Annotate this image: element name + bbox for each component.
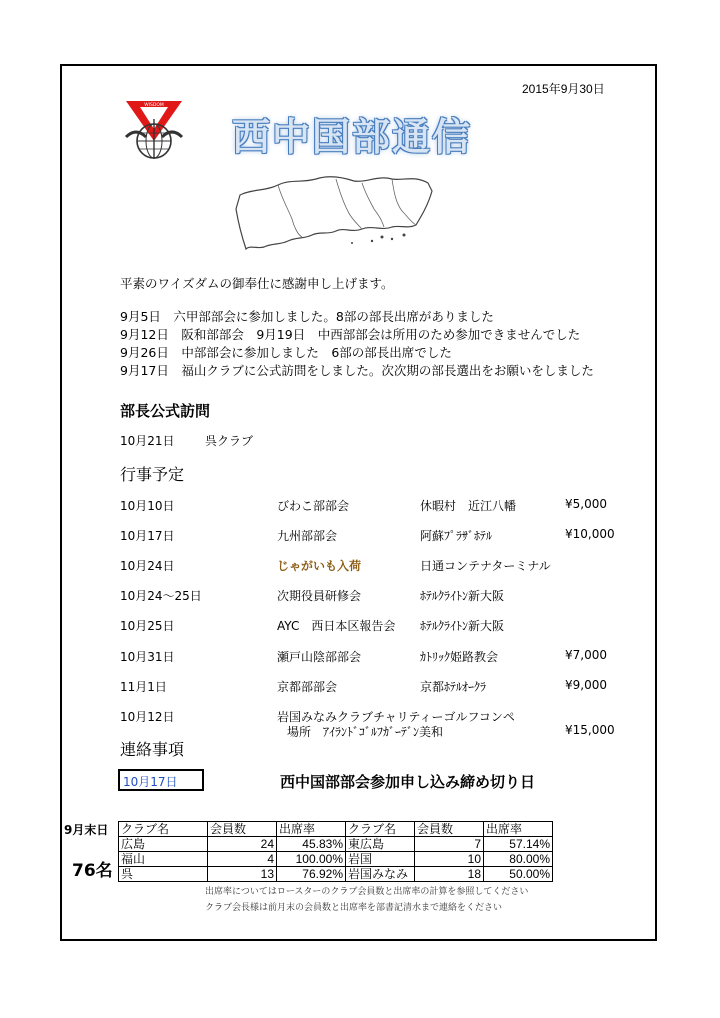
event-date: 11月1日 [120, 680, 167, 694]
event-date: 10月10日 [120, 499, 175, 513]
column-header: 会員数 [415, 822, 484, 837]
visit-date: 10月21日 [120, 434, 175, 448]
event-date: 10月24日 [120, 559, 175, 573]
event-place: ｶﾄﾘｯｸ姫路教会 [420, 650, 499, 664]
table-row [119, 837, 553, 852]
club-name: 岩国 [346, 852, 415, 867]
event-fee: ¥5,000 [565, 497, 607, 511]
event-name: AYC 西日本区報告会 [277, 619, 396, 633]
event-name-highlight: じゃがいも入荷 [277, 559, 362, 573]
event-name: 京都部部会 [277, 680, 338, 694]
event-fee: ¥7,000 [565, 648, 607, 662]
chugoku-map-image [232, 165, 442, 257]
event-name: 次期役員研修会 [277, 589, 362, 603]
event-fee: ¥9,000 [565, 678, 607, 692]
event-date: 10月31日 [120, 650, 175, 664]
event-date: 10月17日 [120, 529, 175, 543]
deadline-date: 10月17日 [123, 775, 178, 789]
event-fee: ¥15,000 [565, 723, 615, 737]
issue-date: 2015年9月30日 [522, 82, 605, 96]
club-name: 呉 [119, 867, 208, 882]
club-name: 広島 [119, 837, 208, 852]
ys-logo [122, 97, 186, 163]
deadline-text: 西中国部部会参加申し込み締め切り日 [280, 773, 536, 791]
column-header: クラブ名 [346, 822, 415, 837]
report-line: 9月5日 六甲部部会に参加しました。8部の部長出席がありました [120, 309, 494, 324]
member-count: 4 [208, 852, 277, 867]
column-header: クラブ名 [119, 822, 208, 837]
greeting: 平素のワイズダムの御奉仕に感謝申し上げます。 [120, 276, 394, 291]
visits-heading: 部長公式訪問 [120, 402, 211, 420]
member-count: 13 [208, 867, 277, 882]
table-header-row [119, 822, 553, 837]
event-name: 瀬戸山陰部部会 [277, 650, 362, 664]
event-date: 10月12日 [120, 710, 175, 724]
attendance-table [118, 821, 553, 882]
event-place: 京都ﾎﾃﾙｵｰｸﾗ [420, 680, 487, 694]
column-header: 出席率 [484, 822, 553, 837]
attendance-rate: 100.00% [277, 852, 346, 867]
event-place: ﾎﾃﾙｸﾗｲﾄﾝ新大阪 [420, 619, 505, 633]
report-line: 9月26日 中部部会に参加しました 6部の部長出席でした [120, 345, 452, 360]
event-place: 阿蘇ﾌﾟﾗｻﾞﾎﾃﾙ [420, 529, 493, 543]
intro-text [120, 275, 594, 380]
newsletter-title: 西中国部通信 [232, 115, 473, 159]
table-row [119, 867, 553, 882]
table-row [119, 852, 553, 867]
event-place: 日通コンテナターミナル [420, 559, 551, 573]
event-name: びわこ部部会 [277, 499, 350, 513]
attendance-rate: 80.00% [484, 852, 553, 867]
event-place: 休暇村 近江八幡 [420, 499, 517, 513]
deadline-date-box [118, 769, 204, 791]
event-fee: ¥10,000 [565, 527, 615, 541]
club-name: 岩国みなみ [346, 867, 415, 882]
report-line: 9月12日 阪和部部会 9月19日 中西部部会は所用のため参加できませんでした [120, 327, 581, 342]
report-line: 9月17日 福山クラブに公式訪問をしました。次次期の部長選出をお願いをしました [120, 363, 594, 378]
stats-side-label: 9月末日 [64, 823, 109, 837]
event-name: 岩国みなみクラブチャリティーゴルフコンペ [277, 710, 515, 724]
attendance-rate: 50.00% [484, 867, 553, 882]
event-date: 10月24～25日 [120, 589, 202, 603]
event-place: ﾎﾃﾙｸﾗｲﾄﾝ新大阪 [420, 589, 505, 603]
member-count: 10 [415, 852, 484, 867]
stats-note: 出席率についてはロースターのクラブ会員数と出席率の計算を参照してください [205, 887, 529, 897]
attendance-rate: 57.14% [484, 837, 553, 852]
club-name: 東広島 [346, 837, 415, 852]
member-count: 24 [208, 837, 277, 852]
stats-note: クラブ会長様は前月末の会員数と出席率を部書記清水まで連絡をください [205, 903, 503, 913]
column-header: 会員数 [208, 822, 277, 837]
stats-total: 76名 [72, 861, 113, 881]
event-name: 九州部部会 [277, 529, 338, 543]
column-header: 出席率 [277, 822, 346, 837]
attendance-rate: 76.92% [277, 867, 346, 882]
visit-club: 呉クラブ [205, 434, 254, 448]
events-heading: 行事予定 [120, 465, 185, 484]
logo-text: WISDOM [144, 103, 164, 108]
event-date: 10月25日 [120, 619, 175, 633]
club-name: 福山 [119, 852, 208, 867]
member-count: 18 [415, 867, 484, 882]
attendance-rate: 45.83% [277, 837, 346, 852]
contact-heading: 連絡事項 [120, 740, 185, 759]
event-place: 場所 ｱｲﾗﾝﾄﾞｺﾞﾙﾌｶﾞｰﾃﾞﾝ美和 [287, 725, 444, 739]
member-count: 7 [415, 837, 484, 852]
